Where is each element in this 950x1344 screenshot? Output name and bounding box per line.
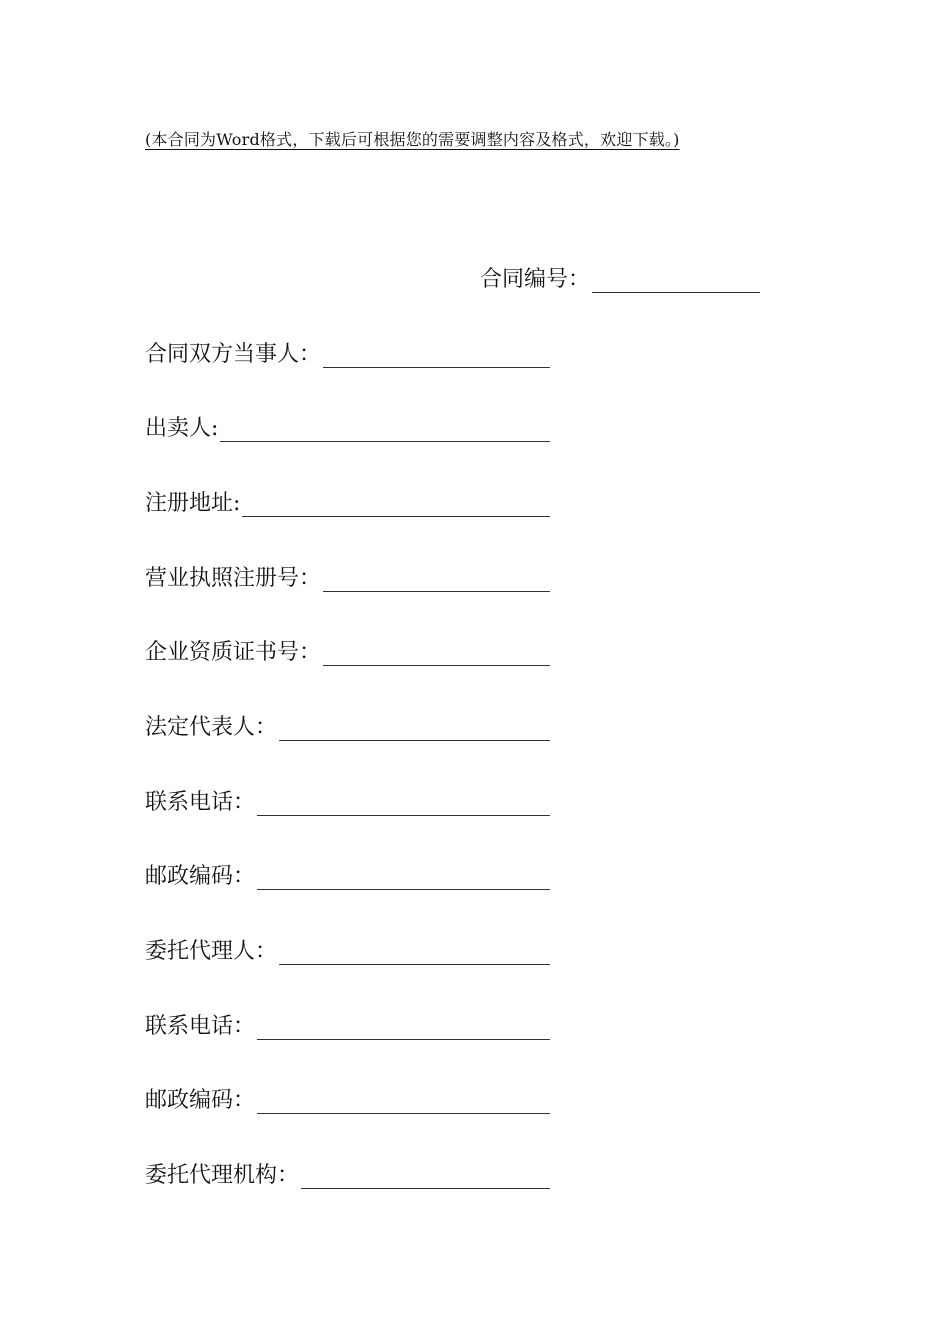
field-blank[interactable] <box>323 569 550 592</box>
contract-number <box>480 262 760 293</box>
field-business-license-no <box>145 561 550 592</box>
field-registered-address <box>145 486 550 517</box>
field-agent <box>145 934 550 965</box>
field-label: 联系电话： <box>145 1014 256 1039</box>
field-blank[interactable] <box>279 718 550 741</box>
field-blank[interactable] <box>220 419 550 442</box>
field-blank[interactable] <box>301 1166 550 1189</box>
field-agency <box>145 1158 550 1189</box>
field-legal-representative <box>145 710 550 741</box>
field-postal-code <box>145 859 550 890</box>
field-label: 邮政编码： <box>145 1088 256 1113</box>
contract-number-label: 合同编号： <box>480 267 591 292</box>
field-parties <box>145 337 550 368</box>
field-label: 联系电话： <box>145 790 256 815</box>
download-notice: (本合同为Word格式，下载后可根据您的需要调整内容及格式，欢迎下载。) <box>145 130 680 149</box>
field-phone <box>145 785 550 816</box>
field-seller <box>145 411 550 442</box>
field-label: 法定代表人： <box>145 715 278 740</box>
field-blank[interactable] <box>257 1017 550 1040</box>
field-blank[interactable] <box>257 1091 550 1114</box>
field-blank[interactable] <box>257 793 550 816</box>
field-blank[interactable] <box>323 643 550 666</box>
field-blank[interactable] <box>323 345 550 368</box>
field-label: 营业执照注册号： <box>145 566 322 591</box>
field-blank[interactable] <box>257 867 550 890</box>
field-label: 出卖人: <box>145 416 219 441</box>
field-blank[interactable] <box>242 494 550 517</box>
field-agent-postal-code <box>145 1083 550 1114</box>
field-blank[interactable] <box>279 942 550 965</box>
field-label: 企业资质证书号： <box>145 640 322 665</box>
field-agent-phone <box>145 1009 550 1040</box>
field-label: 注册地址: <box>145 491 241 516</box>
field-label: 委托代理机构： <box>145 1163 300 1188</box>
field-label: 邮政编码： <box>145 864 256 889</box>
field-label: 委托代理人： <box>145 939 278 964</box>
field-qualification-cert-no <box>145 635 550 666</box>
field-label: 合同双方当事人： <box>145 342 322 367</box>
contract-number-blank[interactable] <box>592 270 760 293</box>
